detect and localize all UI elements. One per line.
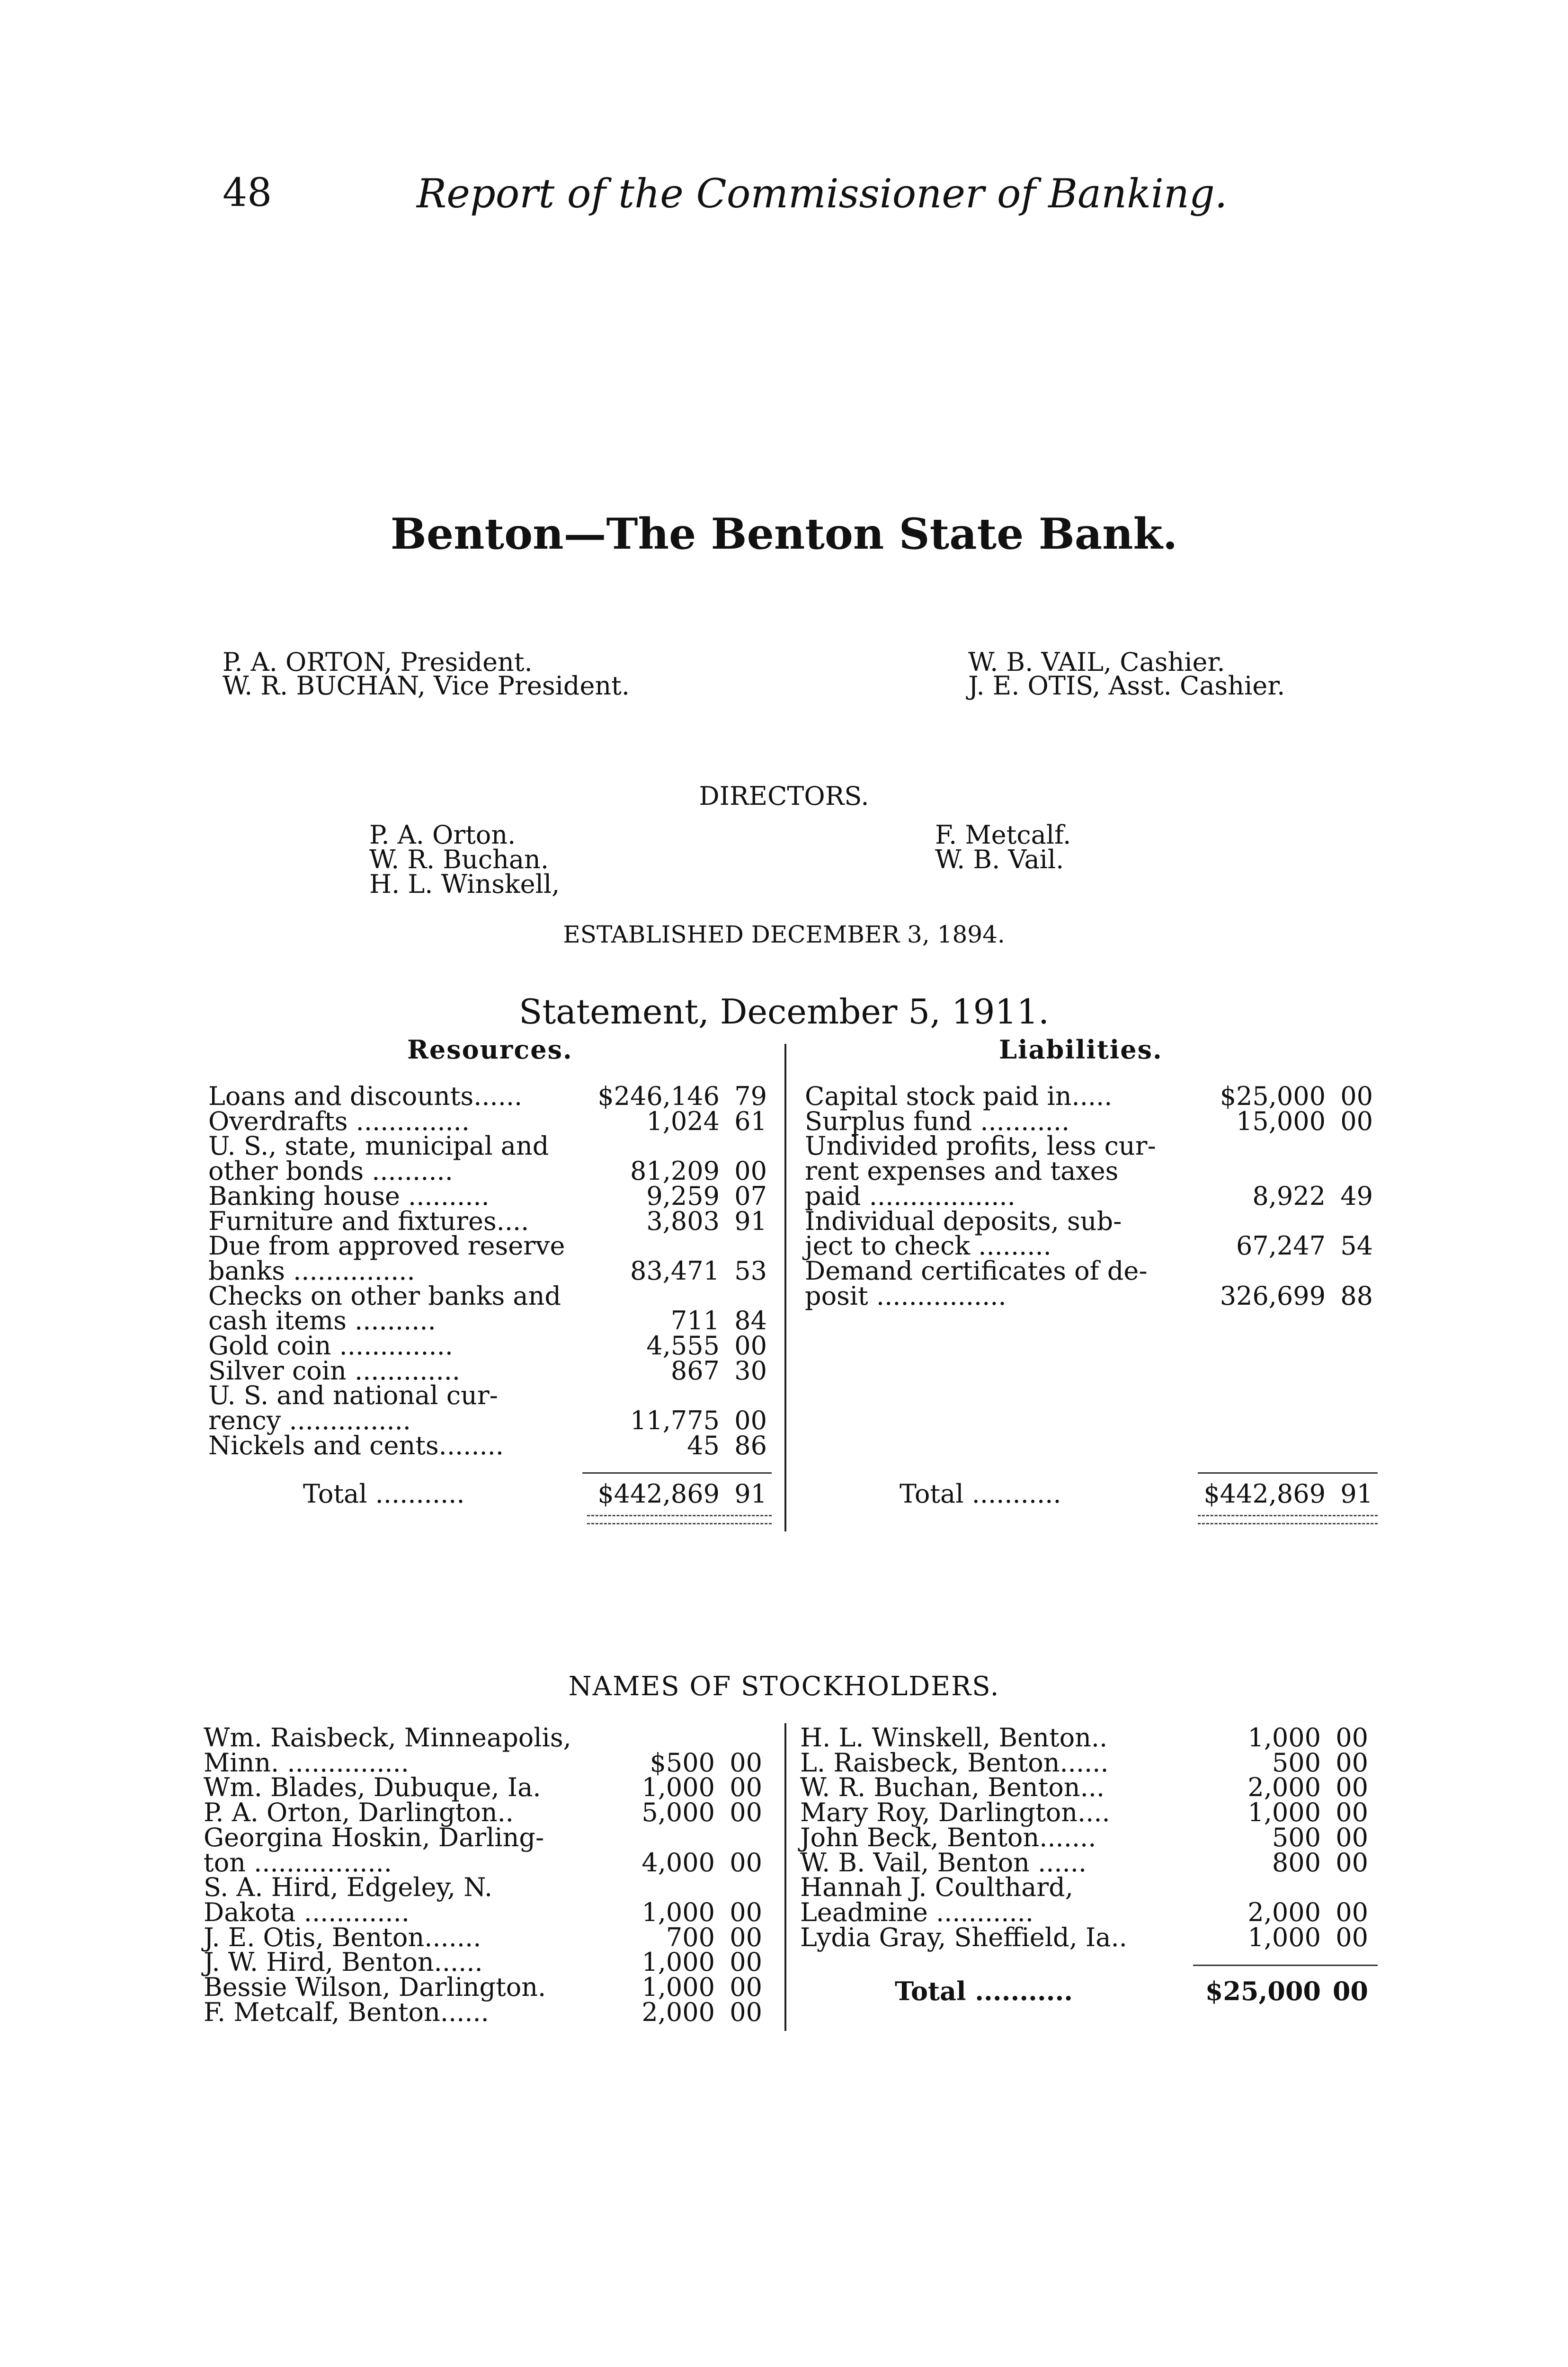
stockholder-row-label: W. B. Vail, Benton ...... (800, 1847, 1087, 1878)
stockholder-row (800, 1772, 1378, 1803)
liability-row-cents: 54 (1340, 1231, 1373, 1261)
liability-row-label: Individual deposits, sub- (805, 1206, 1122, 1236)
resource-row-amount: 711 (670, 1306, 720, 1336)
statement-divider (784, 1044, 786, 1531)
liability-row-amount: 8,922 (1252, 1181, 1326, 1211)
resource-row (208, 1380, 776, 1411)
stockholder-row (204, 1997, 772, 2027)
liability-row (805, 1081, 1378, 1111)
stockholder-row (800, 1897, 1378, 1927)
liability-row-label: paid .................. (805, 1181, 1016, 1211)
liability-row-label: ject to check ......... (805, 1231, 1051, 1261)
statement-title: Statement, December 5, 1911. (519, 992, 1049, 1032)
stockholder-row-cents: 00 (1336, 1922, 1368, 1952)
resources-rule (582, 1472, 772, 1474)
liability-row (805, 1131, 1378, 1161)
stockholder-row-amount: 2,000 (1247, 1897, 1321, 1927)
director-item: H. L. Winskell, (369, 869, 560, 899)
directors-heading: DIRECTORS. (699, 781, 869, 811)
liability-row-cents: 00 (1340, 1106, 1373, 1136)
stockholder-row-label: Hannah J. Coulthard, (800, 1872, 1073, 1903)
resource-row-cents: 86 (734, 1430, 767, 1460)
liabilities-total (805, 1479, 1378, 1509)
liability-row (805, 1156, 1378, 1186)
liability-row-label: Capital stock paid in..... (805, 1081, 1113, 1111)
page-number: 48 (223, 170, 272, 215)
liability-row (805, 1255, 1378, 1286)
resource-row-amount: 867 (670, 1355, 720, 1386)
stockholder-row-cents: 00 (730, 1747, 762, 1778)
resource-row-label: Banking house .......... (208, 1181, 490, 1211)
stockholder-row-label: Lydia Gray, Sheffield, Ia.. (800, 1922, 1127, 1952)
stockholder-row-amount: 1,000 (1247, 1797, 1321, 1828)
liability-row-label: Undivided profits, less cur- (805, 1131, 1156, 1161)
stockholder-row-amount: $500 (650, 1747, 715, 1778)
resource-row-cents: 30 (734, 1355, 767, 1386)
resource-row-label: Gold coin .............. (208, 1331, 453, 1361)
resources-total-cents: 91 (734, 1479, 767, 1509)
resource-row (208, 1281, 776, 1311)
stockholders-divider (784, 1723, 786, 2031)
resource-row (208, 1206, 776, 1236)
director-item: F. Metcalf. (935, 820, 1071, 850)
officer-asst-cashier: J. E. OTIS, Asst. Cashier. (968, 671, 1285, 701)
stockholder-row-amount: 5,000 (641, 1797, 715, 1828)
stockholder-row (204, 1723, 772, 1753)
resource-row-label: Overdrafts .............. (208, 1106, 470, 1136)
stockholder-row (204, 1847, 772, 1878)
resource-row-amount: 81,209 (630, 1156, 720, 1186)
resource-row-amount: 11,775 (630, 1406, 720, 1436)
resource-row-label: U. S., state, municipal and (208, 1131, 549, 1161)
stockholder-row (204, 1797, 772, 1828)
resource-row (208, 1231, 776, 1261)
stockholder-row-cents: 00 (730, 1947, 762, 1977)
resource-row (208, 1081, 776, 1111)
liability-row-cents: 00 (1340, 1081, 1373, 1111)
resource-row-amount: 4,555 (646, 1331, 720, 1361)
stockholder-row-amount: 500 (1272, 1747, 1321, 1778)
liability-row (805, 1206, 1378, 1236)
stockholder-row-label: Minn. ............... (204, 1747, 409, 1778)
stockholder-row-label: Dakota ............. (204, 1897, 410, 1927)
stockholder-row-cents: 00 (730, 1797, 762, 1828)
stockholder-row-label: S. A. Hird, Edgeley, N. (204, 1872, 493, 1903)
resources-heading: Resources. (407, 1034, 573, 1065)
established-line: ESTABLISHED DECEMBER 3, 1894. (563, 921, 1005, 948)
stockholder-row-amount: 1,000 (641, 1897, 715, 1927)
liability-row-cents: 88 (1340, 1281, 1373, 1311)
resource-row-cents: 00 (734, 1331, 767, 1361)
stockholders-total-rule (1193, 1965, 1378, 1966)
stockholder-row-amount: 1,000 (1247, 1723, 1321, 1753)
bank-title: Benton—The Benton State Bank. (390, 509, 1178, 559)
stockholders-heading: NAMES OF STOCKHOLDERS. (568, 1671, 1000, 1702)
stockholder-row-label: P. A. Orton, Darlington.. (204, 1797, 514, 1828)
resource-row-cents: 00 (734, 1406, 767, 1436)
officer-president: P. A. ORTON, President. (223, 647, 533, 677)
stockholder-row-cents: 00 (730, 1772, 762, 1803)
liability-row (805, 1106, 1378, 1136)
liability-row-label: posit ................ (805, 1281, 1007, 1311)
stockholder-row-amount: 1,000 (1247, 1922, 1321, 1952)
liability-row-amount: 67,247 (1236, 1231, 1326, 1261)
resource-row-label: banks ............... (208, 1255, 415, 1286)
stockholder-row-cents: 00 (1336, 1797, 1368, 1828)
resource-row (208, 1306, 776, 1336)
liability-row-label: Demand certificates of de- (805, 1255, 1148, 1286)
stockholder-row-cents: 00 (1336, 1897, 1368, 1927)
stockholder-row-cents: 00 (1336, 1822, 1368, 1852)
stockholder-row (800, 1922, 1378, 1952)
resources-total-amount: $442,869 (597, 1479, 720, 1509)
liability-row-label: rent expenses and taxes (805, 1156, 1119, 1186)
stockholder-row (204, 1772, 772, 1803)
stockholder-row-label: ton ................. (204, 1847, 392, 1878)
stockholder-row (204, 1972, 772, 2002)
stockholder-row-amount: 800 (1272, 1847, 1321, 1878)
resource-row-cents: 07 (734, 1181, 767, 1211)
resource-row-label: Due from approved reserve (208, 1231, 565, 1261)
resources-total (208, 1479, 776, 1509)
stockholder-row-amount: 700 (666, 1922, 715, 1952)
stockholder-row-cents: 00 (1336, 1747, 1368, 1778)
director-item: P. A. Orton. (369, 820, 516, 850)
resource-row-amount: 45 (687, 1430, 720, 1460)
stockholder-row-label: Wm. Blades, Dubuque, Ia. (204, 1772, 541, 1803)
resource-row (208, 1331, 776, 1361)
stockholders-total-label: Total ........... (895, 1976, 1073, 2006)
stockholder-row (204, 1747, 772, 1778)
stockholder-row-cents: 00 (730, 1922, 762, 1952)
liability-row-cents: 49 (1340, 1181, 1373, 1211)
director-item: W. R. Buchan. (369, 845, 549, 874)
resource-row-cents: 53 (734, 1255, 767, 1286)
liability-row-label: Surplus fund ........... (805, 1106, 1070, 1136)
stockholder-row-cents: 00 (730, 1897, 762, 1927)
resource-row (208, 1406, 776, 1436)
stockholder-row-label: H. L. Winskell, Benton.. (800, 1723, 1108, 1753)
stockholder-row (204, 1897, 772, 1927)
stockholder-row (204, 1822, 772, 1852)
stockholders-total-cents: 00 (1332, 1976, 1368, 2006)
resource-row-amount: 3,803 (646, 1206, 720, 1236)
stockholder-row-amount: 500 (1272, 1822, 1321, 1852)
stockholder-row-label: Mary Roy, Darlington.... (800, 1797, 1110, 1828)
liabilities-heading: Liabilities. (999, 1034, 1163, 1065)
officer-vice-president: W. R. BUCHAN, Vice President. (223, 671, 630, 701)
officer-cashier: W. B. VAIL, Cashier. (968, 647, 1225, 677)
resource-row-amount: 9,259 (646, 1181, 720, 1211)
stockholder-row (800, 1822, 1378, 1852)
resource-row (208, 1255, 776, 1286)
resource-row-amount: $246,146 (597, 1081, 720, 1111)
resource-row-cents: 61 (734, 1106, 767, 1136)
resource-row-label: cash items .......... (208, 1306, 436, 1336)
stockholder-row-amount: 1,000 (641, 1772, 715, 1803)
resources-double-rule (587, 1515, 772, 1524)
stockholder-row-label: J. W. Hird, Benton...... (204, 1947, 483, 1977)
stockholder-row-label: Wm. Raisbeck, Minneapolis, (204, 1723, 571, 1753)
resource-row-label: other bonds .......... (208, 1156, 453, 1186)
resource-row (208, 1181, 776, 1211)
stockholders-total-amount: $25,000 (1205, 1976, 1321, 2006)
resource-row (208, 1156, 776, 1186)
stockholder-row-amount: 1,000 (641, 1972, 715, 2002)
liability-row-amount: $25,000 (1220, 1081, 1326, 1111)
stockholder-row-cents: 00 (1336, 1772, 1368, 1803)
stockholder-row-cents: 00 (1336, 1847, 1368, 1878)
stockholder-row (204, 1922, 772, 1952)
resource-row (208, 1106, 776, 1136)
stockholder-row-cents: 00 (730, 1847, 762, 1878)
resource-row-amount: 83,471 (630, 1255, 720, 1286)
stockholder-row (204, 1947, 772, 1977)
resource-row-amount: 1,024 (646, 1106, 720, 1136)
stockholder-row (800, 1847, 1378, 1878)
resource-row-label: Silver coin ............. (208, 1355, 461, 1386)
resource-row-label: U. S. and national cur- (208, 1380, 498, 1411)
stockholder-row (204, 1872, 772, 1903)
stockholder-row (800, 1723, 1378, 1753)
resource-row-cents: 00 (734, 1156, 767, 1186)
liabilities-total-amount: $442,869 (1203, 1479, 1326, 1509)
stockholder-row-label: F. Metcalf, Benton...... (204, 1997, 489, 2027)
stockholder-row-label: Georgina Hoskin, Darling- (204, 1822, 544, 1852)
director-item: W. B. Vail. (935, 845, 1064, 874)
liabilities-rule (1198, 1472, 1378, 1474)
liability-row (805, 1281, 1378, 1311)
stockholder-row-cents: 00 (730, 1972, 762, 2002)
resource-row-label: Loans and discounts...... (208, 1081, 523, 1111)
resource-row-label: Furniture and fixtures.... (208, 1206, 529, 1236)
stockholder-row-label: W. R. Buchan, Benton... (800, 1772, 1105, 1803)
stockholder-row-label: Leadmine ............ (800, 1897, 1033, 1927)
resource-row-label: rency ............... (208, 1406, 411, 1436)
stockholders-total (800, 1976, 1378, 2006)
resource-row-label: Checks on other banks and (208, 1281, 561, 1311)
resources-total-label: Total ........... (303, 1479, 465, 1509)
liability-row (805, 1231, 1378, 1261)
liabilities-total-cents: 91 (1340, 1479, 1373, 1509)
stockholder-row-label: Bessie Wilson, Darlington. (204, 1972, 546, 2002)
stockholder-row-label: J. E. Otis, Benton....... (204, 1922, 481, 1952)
liability-row (805, 1181, 1378, 1211)
resource-row-cents: 84 (734, 1306, 767, 1336)
stockholder-row-label: L. Raisbeck, Benton...... (800, 1747, 1109, 1778)
stockholder-row (800, 1797, 1378, 1828)
resource-row (208, 1131, 776, 1161)
stockholder-row-amount: 4,000 (641, 1847, 715, 1878)
stockholder-row-amount: 2,000 (641, 1997, 715, 2027)
stockholder-row (800, 1747, 1378, 1778)
stockholder-row-amount: 1,000 (641, 1947, 715, 1977)
liability-row-amount: 326,699 (1220, 1281, 1326, 1311)
resource-row (208, 1430, 776, 1460)
stockholder-row-amount: 2,000 (1247, 1772, 1321, 1803)
stockholder-row-cents: 00 (1336, 1723, 1368, 1753)
liabilities-total-label: Total ........... (900, 1479, 1061, 1509)
stockholder-row-cents: 00 (730, 1997, 762, 2027)
liability-row-amount: 15,000 (1236, 1106, 1326, 1136)
liabilities-double-rule (1198, 1515, 1378, 1524)
stockholder-row (800, 1872, 1378, 1903)
resource-row-cents: 91 (734, 1206, 767, 1236)
resource-row-cents: 79 (734, 1081, 767, 1111)
running-title: Report of the Commissioner of Banking. (417, 170, 1228, 217)
resource-row-label: Nickels and cents........ (208, 1430, 504, 1460)
resource-row (208, 1355, 776, 1386)
stockholder-row-label: John Beck, Benton....... (800, 1822, 1096, 1852)
